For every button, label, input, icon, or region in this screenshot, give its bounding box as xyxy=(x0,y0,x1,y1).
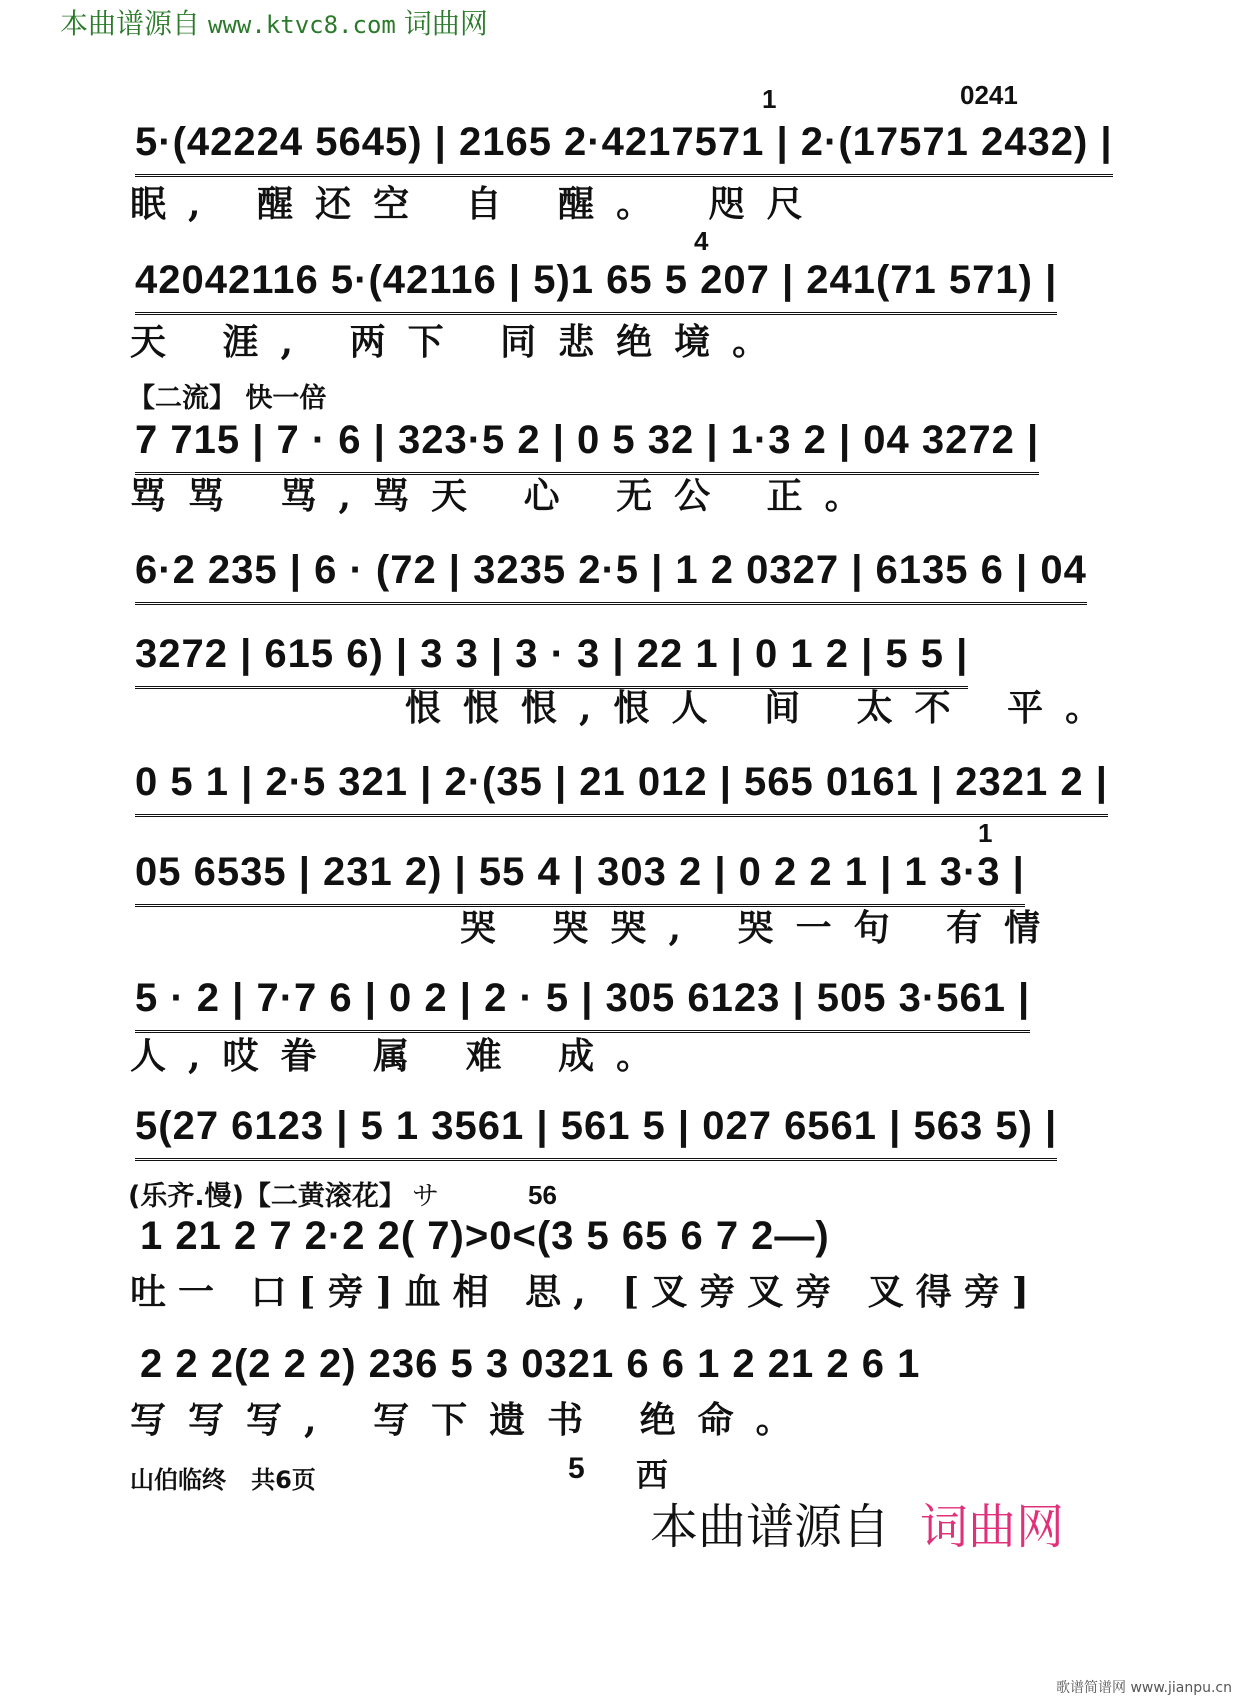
score-line-10 xyxy=(140,1206,1170,1266)
lyrics-line: 眠, 醒还空 自 醒。 咫尺 xyxy=(130,183,825,225)
notes-line: 5·(42224 5645) | 2165 2·4217571 | 2·(17571 2432) | xyxy=(135,112,1113,177)
page-count: 共6页 xyxy=(251,1466,316,1494)
watermark: 歌谱简谱网 www.jianpu.cn xyxy=(1056,1680,1232,1696)
section-mark-label: (乐齐.慢)【二黄滚花】 xyxy=(128,1181,406,1212)
notes-line: 7 715 | 7 · 6 | 323·5 2 | 0 5 32 | 1·3 2 | 04 3272 | xyxy=(135,410,1039,475)
notes-line: 0 5 1 | 2·5 321 | 2·(35 | 21 012 | 565 0161 | 2321 2 | xyxy=(135,752,1108,817)
notes-line: 1 21 2 7 2·2 2( 7)>0<(3 5 65 6 7 2—) xyxy=(140,1214,830,1258)
source-site[interactable]: 词曲网 xyxy=(920,1499,1065,1555)
notes-line: 05 6535 | 231 2) | 55 4 | 303 2 | 0 2 2 1 | 1 3·3 | xyxy=(135,842,1025,907)
page-glyph: 西 xyxy=(636,1456,669,1494)
notes-line: 3272 | 615 6) | 3 3 | 3 · 3 | 22 1 | 0 1 2 | 5 5 | xyxy=(135,624,968,689)
score-line-1 xyxy=(135,112,1165,172)
score-line-8 xyxy=(135,968,1165,1028)
source-header xyxy=(60,2,488,42)
lyrics-line: 写写写, 写下遗书 绝命。 xyxy=(130,1399,814,1441)
source-banner xyxy=(650,1488,1064,1557)
grace-note: 1 xyxy=(978,818,993,848)
grace-note: 4 xyxy=(694,226,709,256)
section-mark-erliu: 【二流】 快一倍 xyxy=(128,383,327,414)
grace-note: 0241 xyxy=(960,80,1018,110)
lyrics-line: 吐一 口[旁]血相 思, [叉旁叉旁 叉得旁] xyxy=(130,1271,1041,1313)
page-number: 5 xyxy=(568,1452,585,1485)
notes-line: 42042116 5·(42116 | 5)1 65 5 207 | 241(71 571) | xyxy=(135,250,1057,315)
lyrics-line: 恨恨恨,恨人 间 太不 平。 xyxy=(405,687,1124,729)
notes-line: 6·2 235 | 6 · (72 | 3235 2·5 | 1 2 0327 | 6135 6 | 04 xyxy=(135,540,1087,605)
grace-note: 1 xyxy=(762,84,777,114)
footer-title xyxy=(130,1460,316,1495)
header-url[interactable]: www.ktvc8.com xyxy=(208,11,396,39)
score-line-11 xyxy=(140,1334,1170,1394)
notes-line: 2 2 2(2 2 2) 236 5 3 0321 6 6 1 2 21 2 6 1 xyxy=(140,1342,921,1386)
score-line-2 xyxy=(135,250,1165,310)
score-line-9 xyxy=(135,1096,1165,1156)
notes-line: 5 · 2 | 7·7 6 | 0 2 | 2 · 5 | 305 6123 | 505 3·561 | xyxy=(135,968,1030,1033)
header-suffix: 词曲网 xyxy=(403,7,488,40)
piece-title: 山伯临终 xyxy=(130,1466,226,1494)
lyrics-line: 哭 哭哭, 哭一句 有情 xyxy=(460,907,1063,949)
notes-line: 5(27 6123 | 5 1 3561 | 561 5 | 027 6561 | 563 5) | xyxy=(135,1096,1057,1161)
score-line-5 xyxy=(135,624,1165,684)
lyrics-line: 人,哎眷 属 难 成。 xyxy=(130,1035,675,1077)
header-prefix: 本曲谱源自 xyxy=(60,7,201,40)
score-line-7 xyxy=(135,842,1165,902)
source-text: 本曲谱源自 xyxy=(650,1499,891,1555)
score-line-6 xyxy=(135,752,1165,812)
lyrics-line: 骂骂 骂,骂天 心 无公 正。 xyxy=(130,475,883,517)
grace-note: 56 xyxy=(528,1180,557,1210)
lyrics-line: 天 涯, 两下 同悲绝境。 xyxy=(130,321,791,363)
free-tempo-mark: サ xyxy=(411,1181,439,1212)
score-line-3 xyxy=(135,410,1165,470)
score-line-4 xyxy=(135,540,1165,600)
